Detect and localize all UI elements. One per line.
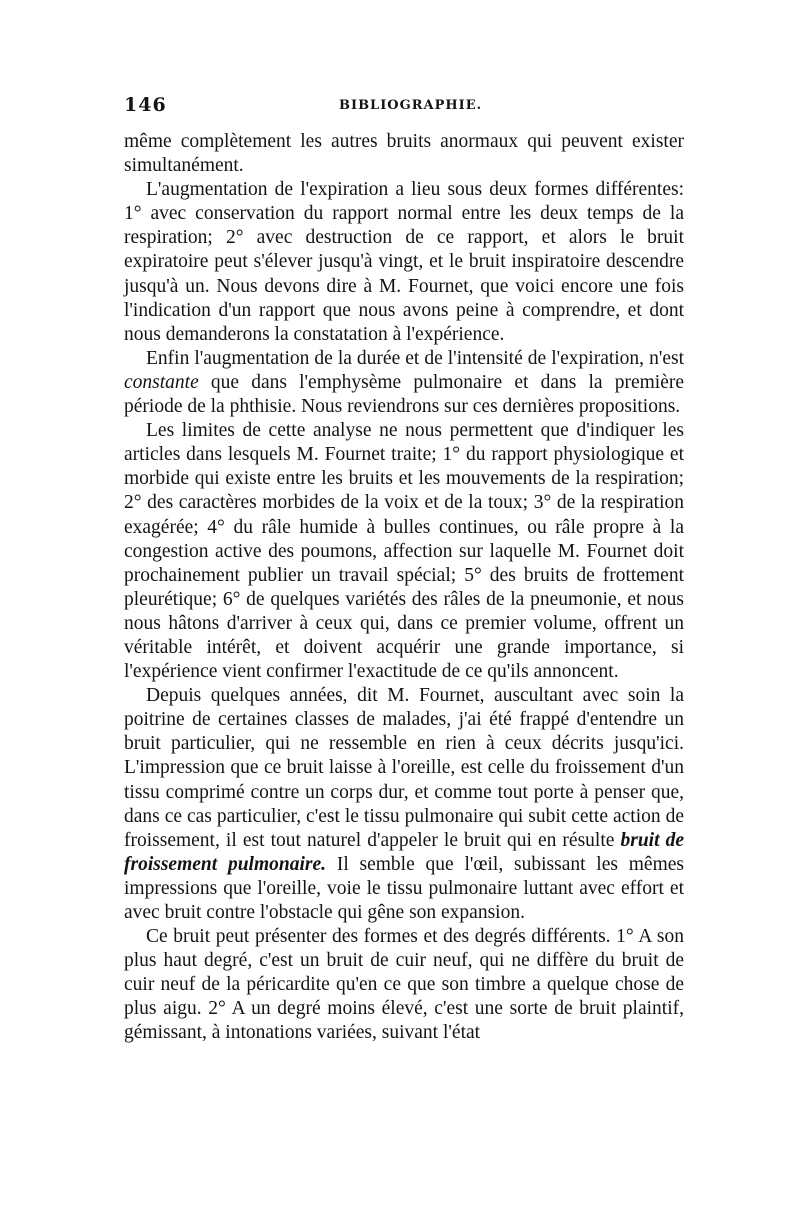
- text-run: même complètement les autres bruits anormaux qui peuvent exister simultanément.: [124, 131, 684, 177]
- paragraph: [124, 178, 684, 347]
- text-run: Les limites de cette analyse ne nous permettent que d'indiquer les articles dans lesquels M. Fournet traite; 1° du rapport physiologique et morbide qui existe entre les bruits et les mouvements de la respiration; 2° des caractères morbides de la voix et de la toux; 3° de la respiration exagérée; 4° du râle humide à bulles continues, ou râle propre à la congestion active des poumons, affection sur laquelle M. Fournet doit prochainement publier un travail spécial; 5° des bruits de frottement pleurétique; 6° de quelques variétés des râles de la pneumonie, et nous nous hâtons d'arriver à ceux qui, dans ce premier volume, offrent un véritable intérêt, et doivent acquérir une grande importance, si l'expérience vient confirmer l'exactitude de ce qu'ils annoncent.: [124, 420, 684, 683]
- italic-term: constante: [124, 371, 199, 393]
- text-run: que dans l'emphysème pulmonaire et dans la première période de la phthisie. Nous reviendrons sur ces dernières propositions.: [124, 371, 684, 418]
- paragraph: [124, 419, 684, 684]
- paragraph: [124, 684, 684, 925]
- paragraph: [124, 130, 684, 178]
- page-number: 146: [124, 94, 167, 116]
- running-title: BIBLIOGRAPHIE.: [339, 98, 483, 113]
- body-text: [124, 130, 684, 1046]
- text-run: Ce bruit peut présenter des formes et des degrés différents. 1° A son plus haut degré, c'est un bruit de cuir neuf, qui ne diffère du bruit de cuir neuf de la péricardite qu'en ce que son timbre a quelque chose de plus aigu. 2° A un degré moins élevé, c'est une sorte de bruit plaintif, gémissant, à intonations variées, suivant l'état: [124, 926, 684, 1044]
- text-run: L'augmentation de l'expiration a lieu sous deux formes différentes: 1° avec conservation du rapport normal entre les deux temps de la respiration; 2° avec destruction de ce rapport, et alors le bruit expiratoire peut s'élever jusqu'à vingt, et le bruit inspiratoire descendre jusqu'à un. Nous devons dire à M. Fournet, que voici encore une fois l'indication d'un rapport que nous avons peine à comprendre, et dont nous demanderons la constatation à l'expérience.: [124, 179, 684, 345]
- italic-term: bruit de froissement pulmonaire.: [124, 829, 684, 875]
- text-run: Depuis quelques années, dit M. Fournet, auscultant avec soin la poitrine de certaines classes de malades, j'ai été frappé d'entendre un bruit particulier, qui ne ressemble en rien à ceux décrits jusqu'ici. L'impression que ce bruit laisse à l'oreille, est celle du froissement d'un tissu comprimé contre un corps dur, et comme tout porte à penser que, dans ce cas particulier, c'est le tissu pulmonaire qui subit cette action de froissement, il est tout naturel d'appeler le bruit qui en résulte: [124, 685, 684, 851]
- text-run: Il semble que l'œil, subissant les mêmes impressions que l'oreille, voie le tissu pulmonaire luttant avec effort et avec bruit contre l'obstacle qui gêne son expansion.: [124, 853, 684, 923]
- book-page: [124, 94, 684, 1046]
- paragraph: [124, 347, 684, 419]
- paragraph: [124, 925, 684, 1045]
- text-run: Enfin l'augmentation de la durée et de l'intensité de l'expiration, n'est: [146, 347, 684, 369]
- running-head: [124, 94, 684, 128]
